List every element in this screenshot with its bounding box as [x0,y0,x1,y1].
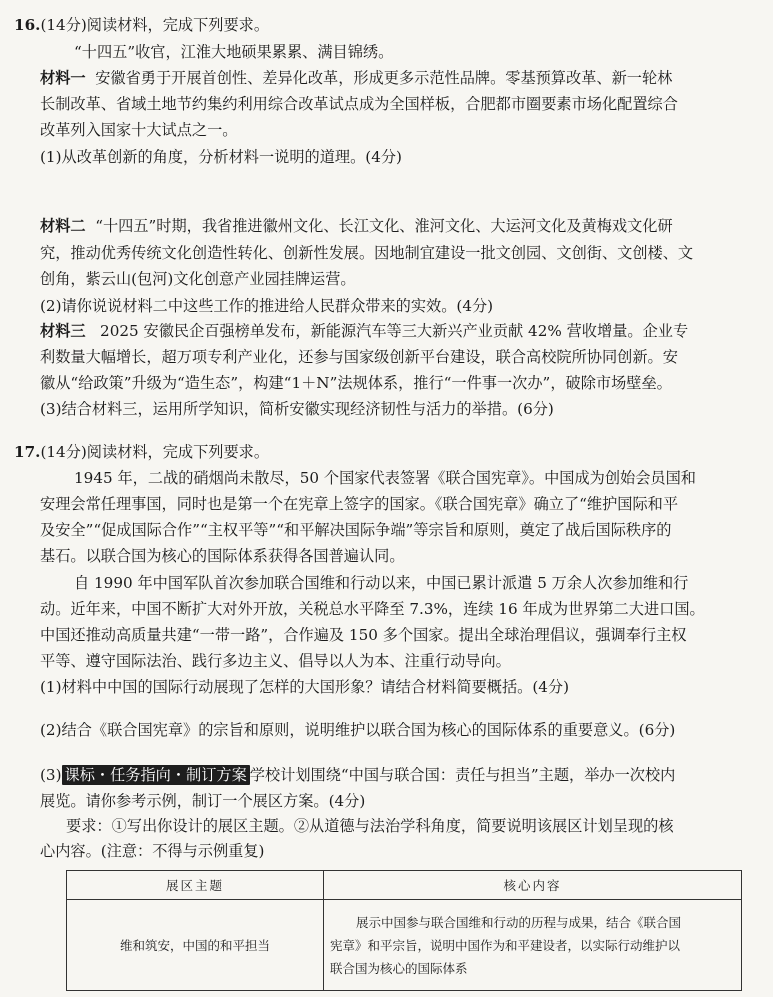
material1-label: 材料一 [40,69,86,87]
q17-para1-line4: 基石。以联合国为核心的国际体系获得各国普遍认同。 [40,547,405,565]
q17-para2-line1: 自 1990 年中国军队首次参加联合国维和行动以来，中国已累计派遣 5 万余人次参加维和行 [74,574,689,592]
q16-subquestion1: (1)从改革创新的角度，分析材料一说明的道理。(4分) [40,148,402,166]
q16-material2-line2: 究，推动优秀传统文化创造性转化、创新性发展。因地制宜建设一批文创园、文创街、文创楼、文 [40,244,694,262]
q16-header [14,14,773,36]
material3-label: 材料三 [40,322,86,340]
q16-material3-line1 [40,320,773,342]
q17-subquestion3-line1 [40,764,773,786]
q17-header-text: (14分)阅读材料，完成下列要求。 [40,443,270,461]
table-cell-theme: 维和筑安，中国的和平担当 [67,900,324,991]
core-content-line2: 宪章》和平宗旨，说明中国作为和平建设者，以实际行动维护以 [330,937,681,953]
core-content-line3: 联合国为核心的国际体系 [330,960,468,976]
q17-para2-line2: 动。近年来，中国不断扩大对外开放，关税总水平降至 7.3%，连续 16 年成为世界第二大进口国。 [40,600,705,618]
q17-para2-line4: 平等、遵守国际法治、践行多边主义、倡导以人为本、注重行动导向。 [40,652,511,670]
q17-requirement-line1: 要求：①写出你设计的展区主题。②从道德与法治学科角度，简要说明该展区计划呈现的核 [66,817,674,835]
q16-material1-line2: 长制改革、省域土地节约集约利用综合改革试点成为全国样板，合肥都市圈要素市场化配置综合 [40,95,678,113]
q16-subquestion3: (3)结合材料三，运用所学知识，简析安徽实现经济韧性与活力的举措。(6分) [40,400,554,418]
q16-material1-line3: 改革列入国家十大试点之一。 [40,121,238,139]
material1-text: 安徽省勇于开展首创性、差异化改革，形成更多示范性品牌。零基预算改革、新一轮林 [95,69,673,87]
table-header-row [67,871,742,900]
q17-para1-line3: 及安全”“促成国际合作”“主权平等”“和平解决国际争端”等宗旨和原则，奠定了战后国际秩序的 [40,521,672,539]
q16-material3-line2: 利数量大幅增长，超万项专利产业化，还参与国家级创新平台建设，联合高校院所协同创新。安 [40,348,678,366]
q16-material1-line1 [40,67,773,89]
q17-header [14,441,773,463]
material2-text: “十四五”时期，我省推进徽州文化、长江文化、淮河文化、大运河文化及黄梅戏文化研 [95,217,673,235]
subquestion3-text: 学校计划围绕“中国与联合国：责任与担当”主题，举办一次校内 [249,766,676,784]
subquestion3-prefix: (3) [40,766,62,784]
q16-material2-line3: 创角，紫云山(包河)文化创意产业园挂牌运营。 [40,270,356,288]
material2-label: 材料二 [40,217,86,235]
q16-material2-line1 [40,215,773,237]
q16-number: 16. [14,16,41,34]
table-row [67,900,742,991]
q16-intro: “十四五”收官，江淮大地硕果累累、满目锦绣。 [74,43,394,61]
q17-para1-line2: 安理会常任理事国，同时也是第一个在宪章上签字的国家。《联合国宪章》确立了“维护国际和平 [40,495,679,513]
task-tag-badge: 课标・任务指向・制订方案 [62,765,250,785]
exhibition-plan-table [66,870,742,991]
table-header-theme: 展区主题 [67,871,324,900]
q17-para2-line3: 中国还推动高质量共建“一带一路”，合作遍及 150 多个国家。提出全球治理倡议，强调奉行主权 [40,626,687,644]
q17-subquestion1: (1)材料中中国的国际行动展现了怎样的大国形象？请结合材料简要概括。(4分) [40,678,570,696]
q17-subquestion2: (2)结合《联合国宪章》的宗旨和原则，说明维护以联合国为核心的国际体系的重要意义。(6分) [40,721,676,739]
table-header-core: 核心内容 [324,871,742,900]
q16-material3-line3: 徽从“给政策”升级为“造生态”，构建“1＋N”法规体系，推行“一件事一次办”，破除市场壁垒。 [40,374,672,392]
material3-text: 2025 安徽民企百强榜单发布，新能源汽车等三大新兴产业贡献 42% 营收增量。企业专 [100,322,689,340]
q17-subquestion3-line2: 展览。请你参考示例，制订一个展区方案。(4分) [40,792,366,810]
q17-para1-line1: 1945 年，二战的硝烟尚未散尽，50 个国家代表签署《联合国宪章》。中国成为创始会员国和 [74,469,696,487]
q16-header-text: (14分)阅读材料，完成下列要求。 [40,16,270,34]
q17-requirement-line2: 心内容。(注意：不得与示例重复) [40,842,265,860]
q16-subquestion2: (2)请你说说材料二中这些工作的推进给人民群众带来的实效。(4分) [40,297,494,315]
q17-number: 17. [14,443,41,461]
core-content-line1: 展示中国参与联合国维和行动的历程与成果，结合《联合国 [356,914,682,930]
table-cell-core [324,900,742,991]
